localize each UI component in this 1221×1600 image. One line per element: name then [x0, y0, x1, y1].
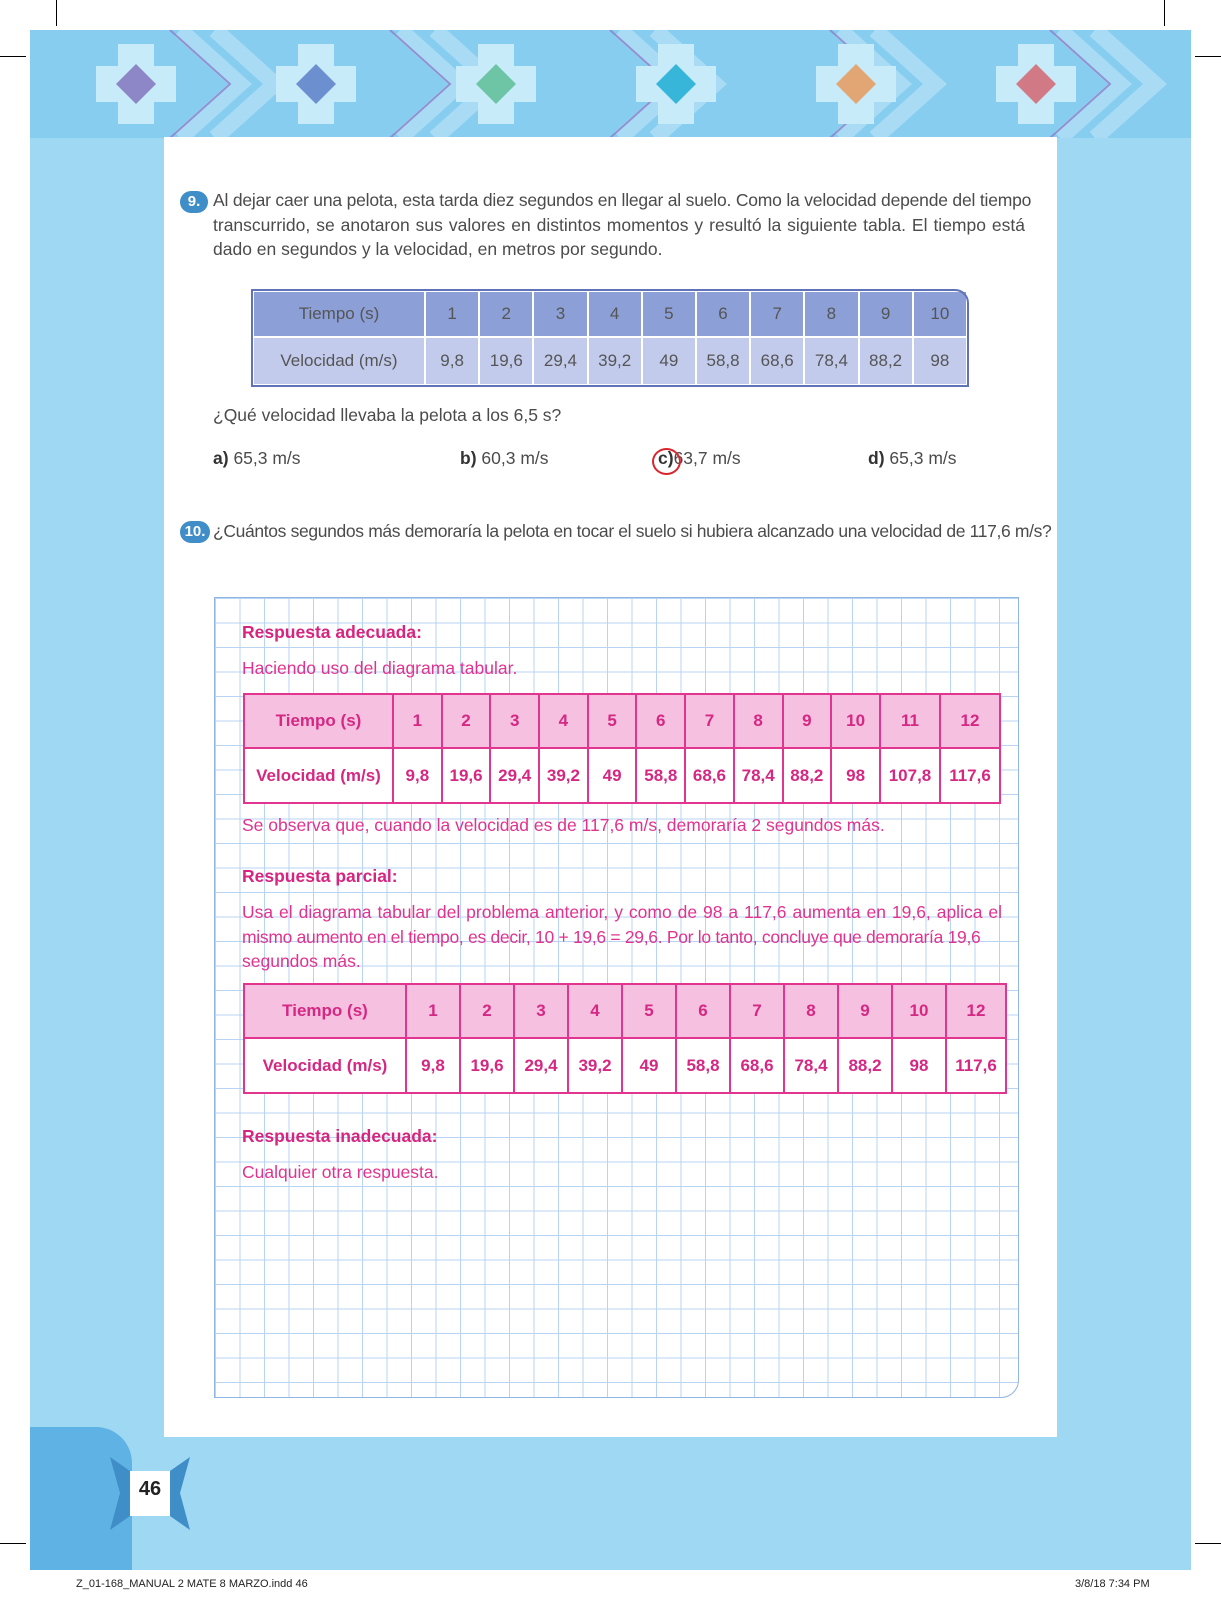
table-cell: 2	[442, 694, 491, 748]
decorative-banner	[30, 30, 1191, 138]
table-cell: 2	[460, 984, 514, 1038]
table-cell: 88,2	[838, 1038, 892, 1093]
table-cell: 2	[479, 291, 533, 337]
table-cell: 19,6	[479, 337, 533, 385]
table-cell: 49	[642, 337, 696, 385]
table-cell: 78,4	[734, 748, 783, 803]
table-cell: 7	[750, 291, 804, 337]
table-cell: 5	[642, 291, 696, 337]
option-letter: a)	[213, 448, 229, 468]
table-row	[244, 1038, 1006, 1093]
table-cell: 6	[676, 984, 730, 1038]
question-9-line: dado en segundos y la velocidad, en metros por segundo.	[213, 239, 663, 259]
table-row	[253, 291, 967, 337]
question-9-line: transcurrido, se anotaron sus valores en distintos momentos y resultó la siguiente tabla. El tiempo está	[213, 214, 1025, 235]
page-number: 46	[138, 1478, 162, 1500]
table-cell: 58,8	[636, 748, 685, 803]
crop-mark	[0, 56, 26, 57]
table-cell: 9	[859, 291, 913, 337]
table-row	[244, 694, 1000, 748]
table-row	[244, 748, 1000, 803]
table-header-cell: Velocidad (m/s)	[253, 337, 425, 385]
answer-partial-text	[242, 900, 1002, 974]
table-cell: 10	[831, 694, 880, 748]
table-cell: 12	[940, 694, 1000, 748]
question-9-line: Al dejar caer una pelota, esta tarda diez segundos en llegar al suelo. Como la velocidad depende del tiempo	[213, 190, 1032, 210]
table-cell: 39,2	[588, 337, 642, 385]
table-cell: 9,8	[406, 1038, 460, 1093]
table-cell: 117,6	[940, 748, 1000, 803]
table-row	[253, 337, 967, 385]
table-cell: 68,6	[685, 748, 734, 803]
table-header-cell: Velocidad (m/s)	[244, 748, 393, 803]
table-cell: 9,8	[425, 337, 479, 385]
table-header-cell: Velocidad (m/s)	[244, 1038, 406, 1093]
footer-date: 3/8/18 7:34 PM	[1075, 1578, 1150, 1590]
option-letter: c)	[658, 448, 674, 468]
answer-table-adequate	[243, 693, 1001, 804]
answer-adequate-conclusion: Se observa que, cuando la velocidad es de 117,6 m/s, demoraría 2 segundos más.	[242, 815, 885, 835]
option-d[interactable]	[868, 448, 957, 469]
question-9-text	[213, 188, 1032, 262]
table-cell: 12	[946, 984, 1006, 1038]
answer-inadequate-title: Respuesta inadecuada:	[242, 1126, 438, 1146]
table-cell: 58,8	[676, 1038, 730, 1093]
table-cell: 3	[533, 291, 587, 337]
table-cell: 98	[913, 337, 967, 385]
table-cell: 19,6	[460, 1038, 514, 1093]
option-b[interactable]	[460, 448, 549, 469]
option-text: 65,3 m/s	[889, 448, 957, 468]
question-9-prompt: ¿Qué velocidad llevaba la pelota a los 6,5 s?	[213, 405, 562, 425]
answer-table-partial	[243, 983, 1007, 1094]
table-cell: 9	[838, 984, 892, 1038]
table-cell: 98	[831, 748, 880, 803]
table-header-cell: Tiempo (s)	[244, 984, 406, 1038]
option-a[interactable]	[213, 448, 301, 469]
table-cell: 8	[784, 984, 838, 1038]
table-cell: 5	[622, 984, 676, 1038]
table-cell: 29,4	[514, 1038, 568, 1093]
table-cell: 29,4	[533, 337, 587, 385]
table-cell: 9	[783, 694, 832, 748]
table-cell: 7	[685, 694, 734, 748]
table-cell: 78,4	[784, 1038, 838, 1093]
table-cell: 8	[804, 291, 858, 337]
table-cell: 58,8	[696, 337, 750, 385]
answer-adequate-text: Haciendo uso del diagrama tabular.	[242, 658, 518, 678]
footer-file-name: Z_01-168_MANUAL 2 MATE 8 MARZO.indd 46	[76, 1578, 308, 1590]
answer-inadequate-text: Cualquier otra respuesta.	[242, 1162, 439, 1182]
table-cell: 117,6	[946, 1038, 1006, 1093]
table-cell: 1	[425, 291, 479, 337]
crop-mark	[56, 0, 57, 26]
table-cell: 3	[514, 984, 568, 1038]
option-letter: d)	[868, 448, 885, 468]
table-cell: 9,8	[393, 748, 442, 803]
table-cell: 6	[636, 694, 685, 748]
selected-answer-circle	[652, 448, 681, 475]
table-cell: 1	[406, 984, 460, 1038]
crop-mark	[0, 1543, 26, 1544]
table-cell: 3	[490, 694, 539, 748]
table-cell: 10	[892, 984, 946, 1038]
answer-partial-line: mismo aumento en el tiempo, es decir, 10 + 19,6 = 29,6. Por lo tanto, concluye que demoraría 19,6	[242, 926, 981, 947]
table-row	[244, 984, 1006, 1038]
answer-partial-title: Respuesta parcial:	[242, 866, 398, 886]
table-cell: 49	[622, 1038, 676, 1093]
table-cell: 88,2	[859, 337, 913, 385]
option-text: 63,7 m/s	[673, 448, 741, 468]
table-cell: 1	[393, 694, 442, 748]
option-letter: b)	[460, 448, 477, 468]
answer-partial-line: segundos más.	[242, 951, 361, 971]
table-header-cell: Tiempo (s)	[244, 694, 393, 748]
table-cell: 29,4	[490, 748, 539, 803]
question-10-text: ¿Cuántos segundos más demoraría la pelota en tocar el suelo si hubiera alcanzado una velocidad de 117,6 m/s?	[213, 521, 1052, 541]
table-header-cell: Tiempo (s)	[253, 291, 425, 337]
answer-adequate-title: Respuesta adecuada:	[242, 622, 422, 642]
answer-partial-line: Usa el diagrama tabular del problema anterior, y como de 98 a 117,6 aumenta en 19,6, aplica el	[242, 902, 1002, 922]
table-cell: 4	[539, 694, 588, 748]
table-cell: 39,2	[539, 748, 588, 803]
crop-mark	[1164, 0, 1165, 26]
table-cell: 107,8	[880, 748, 940, 803]
table-cell: 4	[588, 291, 642, 337]
table-cell: 98	[892, 1038, 946, 1093]
table-cell: 11	[880, 694, 940, 748]
table-cell: 8	[734, 694, 783, 748]
crop-mark	[1195, 56, 1221, 57]
table-cell: 39,2	[568, 1038, 622, 1093]
option-text: 65,3 m/s	[233, 448, 301, 468]
table-cell: 68,6	[750, 337, 804, 385]
table-cell: 4	[568, 984, 622, 1038]
table-cell: 19,6	[442, 748, 491, 803]
table-cell: 68,6	[730, 1038, 784, 1093]
time-velocity-table	[252, 290, 968, 386]
question-number-badge: 10.	[180, 521, 210, 543]
table-cell: 7	[730, 984, 784, 1038]
table-cell: 6	[696, 291, 750, 337]
table-cell: 88,2	[783, 748, 832, 803]
option-text: 60,3 m/s	[481, 448, 549, 468]
table-cell: 49	[588, 748, 637, 803]
crop-mark	[1195, 1543, 1221, 1544]
table-cell: 10	[913, 291, 967, 337]
table-cell: 5	[588, 694, 637, 748]
question-number-badge: 9.	[180, 191, 208, 213]
table-cell: 78,4	[804, 337, 858, 385]
banner-pattern	[30, 30, 1191, 138]
